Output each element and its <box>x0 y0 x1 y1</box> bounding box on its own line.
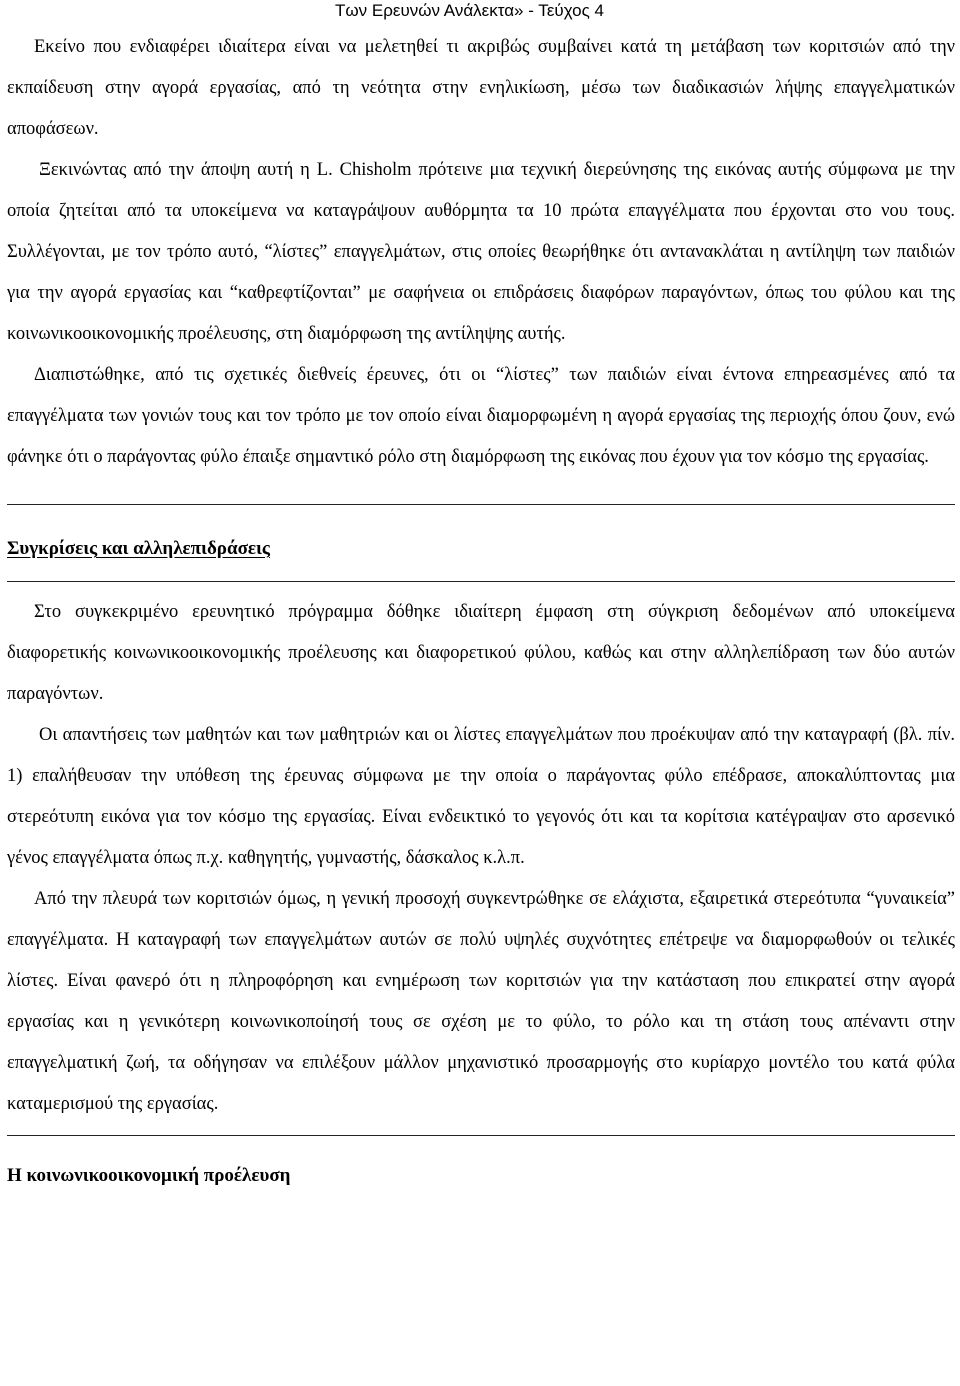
paragraph: Από την πλευρά των κοριτσιών όμως, η γενική προσοχή συγκεντρώθηκε σε ελάχιστα, εξαιρετικά στερεότυπα “γυναικεία” επαγγέλματα. Η καταγραφή των επαγγελμάτων αυτών σε πολύ υψηλές συχνότητες επέτρεψε να διαμορφωθούν οι τελικές λίστες. Είναι φανερό ότι η πληροφόρηση και ενημέρωση των κοριτσιών για την κατάσταση που επικρατεί στην αγορά εργασίας και η γενικότερη κοινωνικοποίησή τους σε σχέση με το φύλο, το ρόλο και τη στάση τους απέναντι στην επαγγελματική ζωή, τα οδήγησαν να επιλέξουν μάλλον μηχανιστικό προσαρμογής στο κυρίαρχο μοντέλο του κατά φύλα καταμερισμού της εργασίας. <box>7 889 955 1114</box>
paragraph: Οι απαντήσεις των μαθητών και των μαθητριών και οι λίστες επαγγελμάτων που προέκυψαν από την καταγραφή (βλ. πίν. 1) επαλήθευσαν την υπόθεση της έρευνας σύμφωνα με την οποία ο παράγοντας φύλο επέδρασε, αποκαλύπτοντας μια στερεότυπη εικόνα για τον κόσμο της εργασίας. Είναι ενδεικτικό το γεγονός ότι και τα κορίτσια κατέγραψαν στο αρσενικό γένος επαγγέλματα όπως π.χ. καθηγητής, γυμναστής, δάσκαλος κ.λ.π. <box>7 725 955 868</box>
section-heading-text: Συγκρίσεις και αλληλεπιδράσεις <box>7 538 270 559</box>
paragraph: Ξεκινώντας από την άποψη αυτή η L. Chisholm πρότεινε μια τεχνική διερεύνησης της εικόνας αυτής σύμφωνα με την οποία ζητείται από τα υποκείμενα να καταγράψουν αυθόρμητα τα 10 πρώτα επαγγέλματα που έρχονται στο νου τους. Συλλέγονται, με τον τρόπο αυτό, “λίστες” επαγγελμάτων, στις οποίες θεωρήθηκε ότι αντανακλάται η αντίληψη των παιδιών για την αγορά εργασίας και “καθρεφτίζονται” με σαφήνεια οι επιδράσεις διαφόρων παραγόντων, όπως του φύλου και της κοινωνικοοικονομικής προέλευσης, στη διαμόρφωση της αντίληψης αυτής. <box>7 160 955 344</box>
paragraph: Διαπιστώθηκε, από τις σχετικές διεθνείς έρευνες, ότι οι “λίστες” των παιδιών είναι έντονα επηρεασμένες από τα επαγγέλματα των γονιών τους και τον τρόπο με τον οποίο είναι διαμορφωμένη η αγορά εργασίας της περιοχής όπου ζουν, ενώ φάνηκε ότι ο παράγοντας φύλο έπαιξε σημαντικό ρόλο στη διαμόρφωση της εικόνας που έχουν για τον κόσμο της εργασίας. <box>7 365 955 467</box>
section-divider <box>7 504 955 505</box>
running-header: Των Ερευνών Ανάλεκτα» - Τεύχος 4 <box>334 1 604 20</box>
article-body <box>7 27 955 1196</box>
paragraph: Εκείνο που ενδιαφέρει ιδιαίτερα είναι να μελετηθεί τι ακριβώς συμβαίνει κατά τη μετάβαση των κοριτσιών από την εκπαίδευση στην αγορά εργασίας, από τη νεότητα στην ενηλικίωση, μέσω των διαδικασιών λήψης επαγγελματικών αποφάσεων. <box>7 37 955 139</box>
paragraph: Στο συγκεκριμένο ερευνητικό πρόγραμμα δόθηκε ιδιαίτερη έμφαση στη σύγκριση δεδομένων από υποκείμενα διαφορετικής κοινωνικοοικονομικής προέλευσης και διαφορετικού φύλου, καθώς και στην αλληλεπίδραση των δύο αυτών παραγόντων. <box>7 602 955 704</box>
section-heading: Η κοινωνικοοικονομική προέλευση <box>7 1165 291 1186</box>
section-heading <box>7 528 955 569</box>
section-divider <box>7 581 955 582</box>
section-divider <box>7 1135 955 1136</box>
